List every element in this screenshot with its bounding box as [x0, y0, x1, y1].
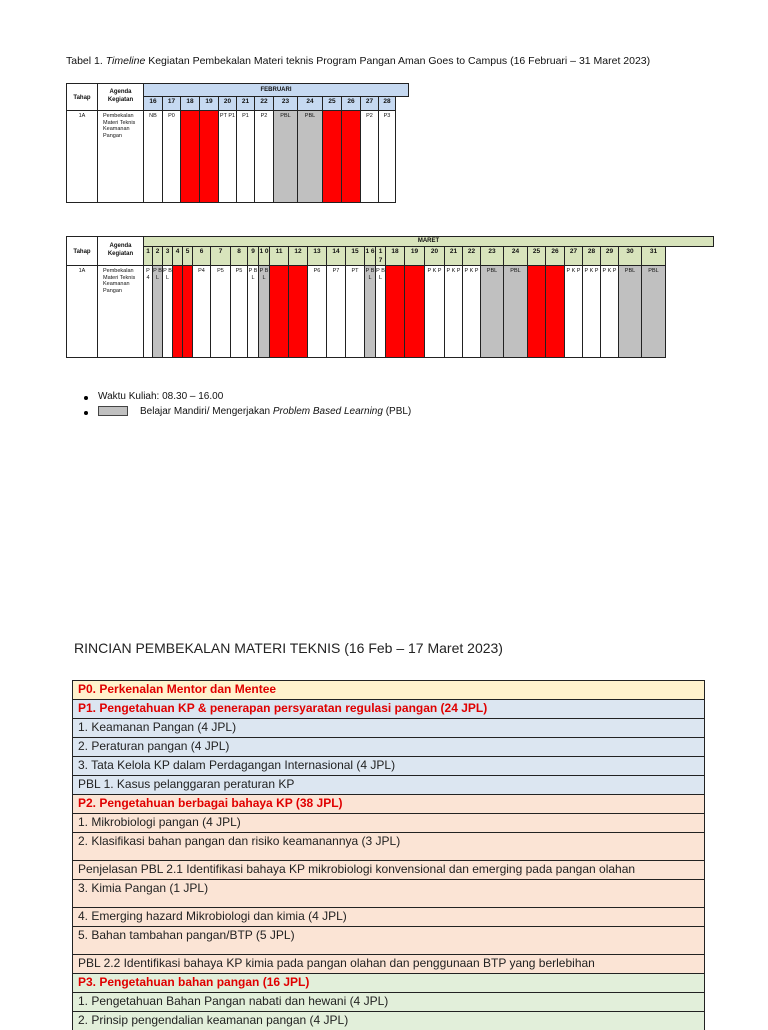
legend-text-pbl-italic: Problem Based Learning	[272, 406, 383, 417]
day-header: 3	[162, 246, 173, 266]
legend-text-pbl-prefix: Belajar Mandiri/ Mengerjakan	[140, 406, 273, 417]
schedule-cell: P K P	[444, 265, 463, 358]
table-caption	[66, 55, 650, 67]
day-header: 28	[582, 246, 601, 266]
day-header: 19	[404, 246, 425, 266]
schedule-cell: P 4	[143, 265, 153, 358]
schedule-cell	[180, 110, 200, 203]
day-header: 25	[322, 96, 342, 111]
table-row: 1. Keamanan Pangan (4 JPL)	[72, 718, 705, 737]
legend-text-pbl-suffix: (PBL)	[382, 406, 412, 417]
day-header: 20	[218, 96, 237, 111]
schedule-cell: P3	[378, 110, 396, 203]
schedule-cell: PBL	[273, 110, 298, 203]
day-header: 6	[192, 246, 211, 266]
day-header: 30	[618, 246, 642, 266]
section-header-row: P0. Perkenalan Mentor dan Mentee	[72, 680, 705, 699]
day-header: 12	[288, 246, 308, 266]
day-header: 18	[180, 96, 200, 111]
schedule-cell: P K P	[424, 265, 445, 358]
tahap-header: Tahap	[66, 236, 98, 266]
day-header: 24	[503, 246, 528, 266]
day-header: 21	[444, 246, 463, 266]
table-row: 2. Peraturan pangan (4 JPL)	[72, 737, 705, 756]
day-header: 1 7	[375, 246, 386, 266]
schedule-cell: P B L	[258, 265, 270, 358]
day-header: 5	[182, 246, 193, 266]
table-row: 5. Bahan tambahan pangan/BTP (5 JPL)	[72, 926, 705, 954]
schedule-cell: P6	[307, 265, 327, 358]
schedule-cell	[404, 265, 425, 358]
section-header-row: P2. Pengetahuan berbagai bahaya KP (38 JPL)	[72, 794, 705, 813]
day-header: 16	[143, 96, 163, 111]
day-header: 23	[480, 246, 504, 266]
day-header: 25	[527, 246, 546, 266]
day-header: 27	[564, 246, 583, 266]
rincian-title: RINCIAN PEMBEKALAN MATERI TEKNIS (16 Feb – 17 Maret 2023)	[74, 640, 503, 656]
schedule-cell: PT P1	[218, 110, 237, 203]
day-header: 27	[360, 96, 379, 111]
agenda-header: Agenda Kegiatan	[97, 83, 144, 111]
schedule-cell: P B L	[162, 265, 173, 358]
schedule-cell	[545, 265, 565, 358]
schedule-cell	[385, 265, 405, 358]
table-row: 3. Kimia Pangan (1 JPL)	[72, 879, 705, 907]
day-header: 14	[326, 246, 346, 266]
day-header: 21	[236, 96, 255, 111]
schedule-cell: P B L	[375, 265, 386, 358]
schedule-cell: P1	[236, 110, 255, 203]
day-header: 22	[462, 246, 481, 266]
schedule-cell	[341, 110, 361, 203]
day-header: 2	[152, 246, 163, 266]
section-header-row: P1. Pengetahuan KP & penerapan persyaratan regulasi pangan (24 JPL)	[72, 699, 705, 718]
day-header: 22	[254, 96, 274, 111]
schedule-cell: P2	[360, 110, 379, 203]
tahap-cell: 1A	[66, 265, 98, 358]
schedule-cell: P B L	[247, 265, 259, 358]
table-row: 2. Prinsip pengendalian keamanan pangan (4 JPL)	[72, 1011, 705, 1030]
schedule-cell: PBL	[503, 265, 528, 358]
day-header: 18	[385, 246, 405, 266]
caption-rest: Kegiatan Pembekalan Materi teknis Program Pangan Aman Goes to Campus (16 Februari – 31 Maret 2023)	[145, 55, 651, 67]
agenda-header: Agenda Kegiatan	[97, 236, 144, 266]
agenda-cell: Pembekalan Materi Teknis Keamanan Pangan	[97, 265, 144, 358]
timeline-table-march	[66, 236, 714, 358]
timeline-table-february	[66, 83, 409, 203]
day-header: 31	[641, 246, 666, 266]
day-header: 28	[378, 96, 396, 111]
schedule-cell: PT	[345, 265, 365, 358]
table-row: Penjelasan PBL 2.1 Identifikasi bahaya KP mikrobiologi konvensional dan emerging pada pangan olahan	[72, 860, 705, 879]
day-header: 15	[345, 246, 365, 266]
table-row: 1. Mikrobiologi pangan (4 JPL)	[72, 813, 705, 832]
schedule-cell: P K P	[582, 265, 601, 358]
schedule-cell	[527, 265, 546, 358]
day-header: 17	[162, 96, 181, 111]
table-row: 2. Klasifikasi bahan pangan dan risiko keamanannya (3 JPL)	[72, 832, 705, 860]
bullet-icon	[84, 396, 88, 400]
tahap-cell: 1A	[66, 110, 98, 203]
bullet-icon	[84, 411, 88, 415]
day-header: 26	[545, 246, 565, 266]
day-header: 23	[273, 96, 298, 111]
schedule-cell: P0	[162, 110, 181, 203]
day-header: 20	[424, 246, 445, 266]
schedule-cell: P B L	[364, 265, 376, 358]
rincian-table	[72, 680, 705, 1030]
day-header: 24	[297, 96, 323, 111]
grey-swatch-icon	[98, 406, 128, 416]
month-header: MARET	[143, 236, 714, 247]
table-row: PBL 2.2 Identifikasi bahaya KP kimia pada pangan olahan dan penggunaan BTP yang berlebihan	[72, 954, 705, 973]
schedule-cell	[288, 265, 308, 358]
schedule-cell	[199, 110, 219, 203]
schedule-cell: P5	[230, 265, 248, 358]
day-header: 29	[600, 246, 619, 266]
day-header: 4	[172, 246, 183, 266]
table-row: 4. Emerging hazard Mikrobiologi dan kimia (4 JPL)	[72, 907, 705, 926]
schedule-cell: P2	[254, 110, 274, 203]
schedule-cell: P4	[192, 265, 211, 358]
day-header: 26	[341, 96, 361, 111]
schedule-cell: PBL	[480, 265, 504, 358]
schedule-cell: P K P	[600, 265, 619, 358]
schedule-cell	[322, 110, 342, 203]
day-header: 19	[199, 96, 219, 111]
schedule-cell	[269, 265, 289, 358]
table-row: 1. Pengetahuan Bahan Pangan nabati dan hewani (4 JPL)	[72, 992, 705, 1011]
day-header: 9	[247, 246, 259, 266]
day-header: 8	[230, 246, 248, 266]
day-header: 1 0	[258, 246, 270, 266]
schedule-cell: P K P	[564, 265, 583, 358]
schedule-cell: NB	[143, 110, 163, 203]
legend-text-time: Waktu Kuliah: 08.30 – 16.00	[98, 391, 224, 402]
caption-prefix: Tabel 1.	[66, 55, 106, 67]
day-header: 13	[307, 246, 327, 266]
day-header: 1	[143, 246, 153, 266]
agenda-cell: Pembekalan Materi Teknis Keamanan Pangan	[97, 110, 144, 203]
schedule-cell: PBL	[618, 265, 642, 358]
caption-italic: Timeline	[105, 55, 146, 67]
schedule-cell: P B L	[152, 265, 163, 358]
schedule-cell: P5	[210, 265, 231, 358]
day-header: 7	[210, 246, 231, 266]
day-header: 1 6	[364, 246, 376, 266]
schedule-cell: PBL	[297, 110, 323, 203]
tahap-header: Tahap	[66, 83, 98, 111]
schedule-cell: PBL	[641, 265, 666, 358]
schedule-cell: P K P	[462, 265, 481, 358]
table-row: 3. Tata Kelola KP dalam Perdagangan Internasional (4 JPL)	[72, 756, 705, 775]
table-row: PBL 1. Kasus pelanggaran peraturan KP	[72, 775, 705, 794]
section-header-row: P3. Pengetahuan bahan pangan (16 JPL)	[72, 973, 705, 992]
month-header: FEBRUARI	[143, 83, 409, 97]
day-header: 11	[269, 246, 289, 266]
schedule-cell: P7	[326, 265, 346, 358]
